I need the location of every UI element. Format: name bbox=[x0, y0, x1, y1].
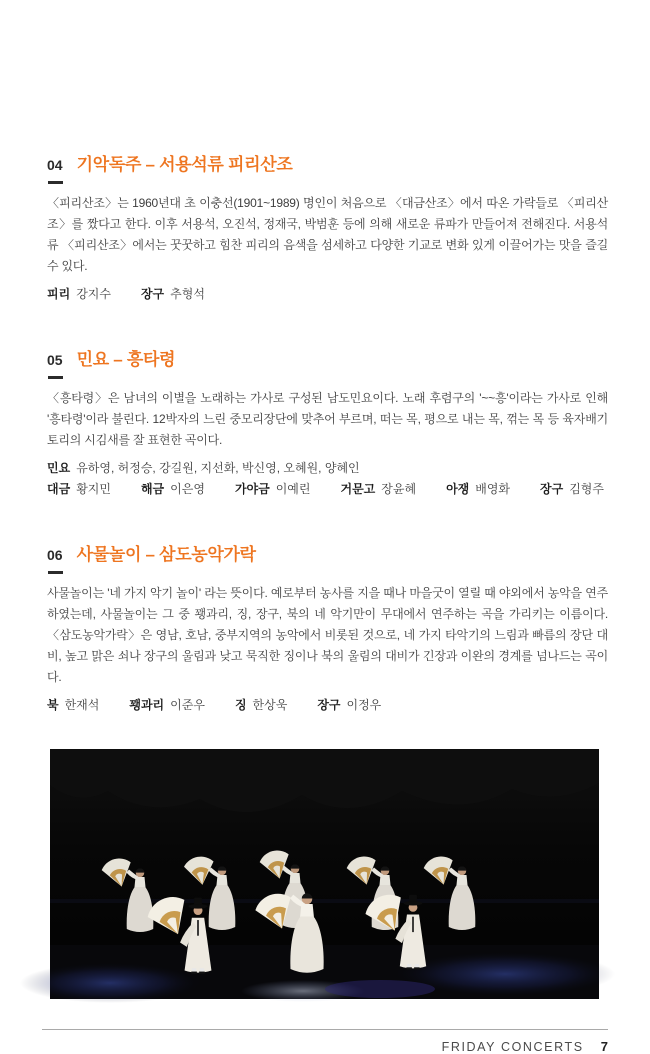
performer-pair bbox=[47, 286, 111, 302]
performer-role: 북 bbox=[47, 698, 59, 712]
floor-light-left bbox=[20, 963, 200, 1003]
section-title: 기악독주 – 서용석류 피리산조 bbox=[76, 155, 293, 174]
performer-role: 거문고 bbox=[340, 482, 376, 496]
performer-pair bbox=[47, 481, 111, 497]
footer-text bbox=[42, 1039, 608, 1054]
performer-role: 대금 bbox=[47, 482, 71, 496]
performer-role: 민요 bbox=[47, 461, 71, 475]
section-number: 04 bbox=[47, 156, 63, 184]
section-number: 06 bbox=[47, 546, 63, 574]
performer-pair bbox=[317, 697, 381, 713]
performer-names: 강지수 bbox=[76, 287, 111, 301]
performer-names: 황지민 bbox=[76, 482, 111, 496]
section-04 bbox=[47, 155, 608, 302]
performer-names: 김형주 bbox=[569, 482, 604, 496]
performer-names: 이예린 bbox=[275, 482, 311, 496]
performer-pair bbox=[141, 481, 205, 497]
performer-pair bbox=[141, 286, 205, 302]
performer-names: 이정우 bbox=[346, 698, 382, 712]
performer-pair bbox=[235, 697, 287, 713]
section-heading bbox=[47, 545, 608, 574]
performer-row bbox=[47, 286, 608, 302]
performer-role: 징 bbox=[234, 698, 247, 712]
performer-pair bbox=[47, 460, 360, 476]
performer-role: 피리 bbox=[47, 287, 71, 301]
performer-row bbox=[47, 481, 608, 497]
page-number: 7 bbox=[600, 1039, 608, 1054]
performer-pair bbox=[47, 697, 99, 713]
stage-photo-illustration bbox=[50, 749, 599, 999]
section-title: 사물놀이 – 삼도농악가락 bbox=[76, 545, 256, 564]
performer-names: 배영화 bbox=[475, 482, 511, 496]
performer-row bbox=[47, 460, 608, 476]
section-description: 〈피리산조〉는 1960년대 초 이충선(1901~1989) 명인이 처음으로 〈대금산조〉에서 따온 가락들로 〈피리산조〉를 짰다고 한다. 이후 서용석, 오진석, 정재국, 박범훈 등에 의해 새로운 류파가 만들어져 전해진다. 서용석류 〈피리산조〉에서는 꿋꿋하고 힘찬 피리의 음색을 섬세하고 다양한 기교로 변화 있게 이끌어가는 맛을 즐길 수 있다. bbox=[47, 196, 608, 273]
performer-pair bbox=[540, 481, 604, 497]
section-06 bbox=[47, 545, 608, 713]
page-footer bbox=[42, 1029, 608, 1054]
performer-role: 해금 bbox=[140, 482, 165, 496]
footer-divider bbox=[42, 1029, 608, 1030]
performer-names: 한재석 bbox=[64, 698, 100, 712]
performer-role: 꽹과리 bbox=[129, 698, 165, 712]
section-title: 민요 – 흥타령 bbox=[76, 350, 176, 369]
section-number: 05 bbox=[47, 351, 63, 379]
performer-names: 장윤혜 bbox=[381, 482, 417, 496]
performer-names: 유하영, 허정승, 강길원, 지선화, 박신영, 오혜원, 양혜인 bbox=[76, 461, 360, 475]
performer-role: 가야금 bbox=[234, 482, 270, 496]
performer-role: 장구 bbox=[317, 698, 341, 712]
floor-reflection-purple bbox=[325, 980, 435, 998]
section-05 bbox=[47, 350, 608, 497]
performer-row bbox=[47, 697, 608, 713]
section-heading bbox=[47, 155, 608, 184]
performer-role: 장구 bbox=[540, 482, 564, 496]
section-heading bbox=[47, 350, 608, 379]
performer-pair bbox=[341, 481, 417, 497]
performer-names: 한상욱 bbox=[252, 698, 288, 712]
performer-pair bbox=[129, 697, 205, 713]
performer-pair bbox=[235, 481, 311, 497]
performer-names: 이준우 bbox=[170, 698, 205, 712]
performance-photo bbox=[50, 749, 599, 999]
performer-pair bbox=[446, 481, 510, 497]
performer-role: 장구 bbox=[140, 287, 165, 301]
section-description: 〈흥타령〉은 남녀의 이별을 노래하는 가사로 구성된 남도민요이다. 노래 후렴구의 '~~흥'이라는 가사로 인해 '흥타령'이라 불린다. 12박자의 느린 중모리장단에 맞추어 부르며, 떠는 목, 평으로 내는 목, 꺾는 목 등 육자배기토리의 시김새를 잘 표현한 곡이다. bbox=[47, 391, 608, 447]
section-description: 사물놀이는 '네 가지 악기 놀이' 라는 뜻이다. 예로부터 농사를 지을 때나 마을굿이 열릴 때 야외에서 농악을 연주하였는데, 사물놀이는 그 중 꽹과리, 징, 장구, 북의 네 악기만이 무대에서 연주하는 곡을 가리키는 이름이다. 〈삼도농악가락〉은 영남, 호남, 중부지역의 농악에서 비롯된 것으로, 네 가지 타악기의 느림과 빠름의 장단 대비, 높고 맑은 쇠나 장구의 울림과 낮고 묵직한 징이나 북의 울림의 대비가 긴장과 이완의 경계를 넘나드는 곡이다. bbox=[47, 586, 608, 684]
performer-role: 아쟁 bbox=[446, 482, 470, 496]
performer-names: 이은영 bbox=[170, 482, 205, 496]
footer-label: FRIDAY CONCERTS bbox=[441, 1040, 584, 1054]
performer-names: 추형석 bbox=[170, 287, 205, 301]
